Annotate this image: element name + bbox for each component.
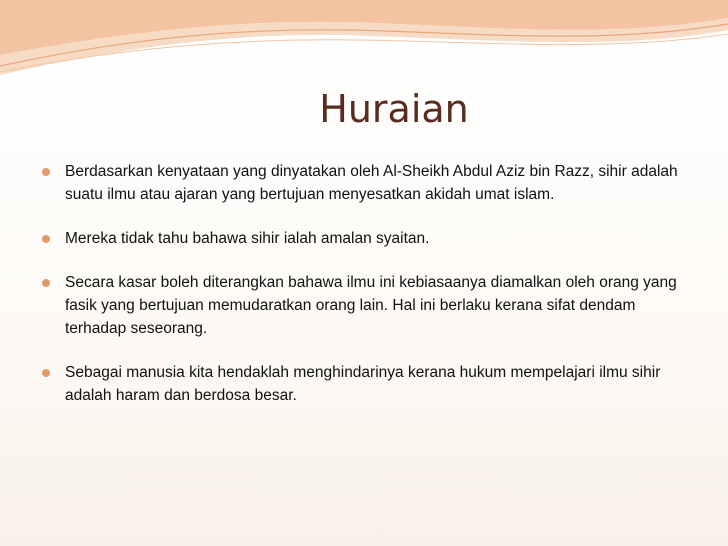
- bullet-item: [40, 227, 680, 250]
- bullet-dot-icon: [42, 369, 50, 377]
- bullet-text: Berdasarkan kenyataan yang dinyatakan oleh Al-Sheikh Abdul Aziz bin Razz, sihir adalah suatu ilmu atau ajaran yang bertujuan menyesatkan akidah umat islam.: [65, 163, 678, 203]
- header-wave-decoration: [0, 0, 728, 90]
- bullet-item: [40, 160, 680, 206]
- slide-title: Huraian: [319, 87, 469, 131]
- bullet-dot-icon: [42, 168, 50, 176]
- bullet-dot-icon: [42, 235, 50, 243]
- bullet-text: Mereka tidak tahu bahawa sihir ialah amalan syaitan.: [65, 230, 430, 247]
- bullet-text: Secara kasar boleh diterangkan bahawa ilmu ini kebiasaanya diamalkan oleh orang yang fasik yang bertujuan memudaratkan orang lain. Hal ini berlaku kerana sifat dendam terhadap seseorang.: [65, 274, 677, 337]
- bullet-item: [40, 271, 680, 340]
- bullet-text: Sebagai manusia kita hendaklah menghindarinya kerana hukum mempelajari ilmu sihir adalah haram dan berdosa besar.: [65, 364, 661, 404]
- bullet-dot-icon: [42, 279, 50, 287]
- bullet-list: [40, 160, 680, 428]
- bullet-item: [40, 361, 680, 407]
